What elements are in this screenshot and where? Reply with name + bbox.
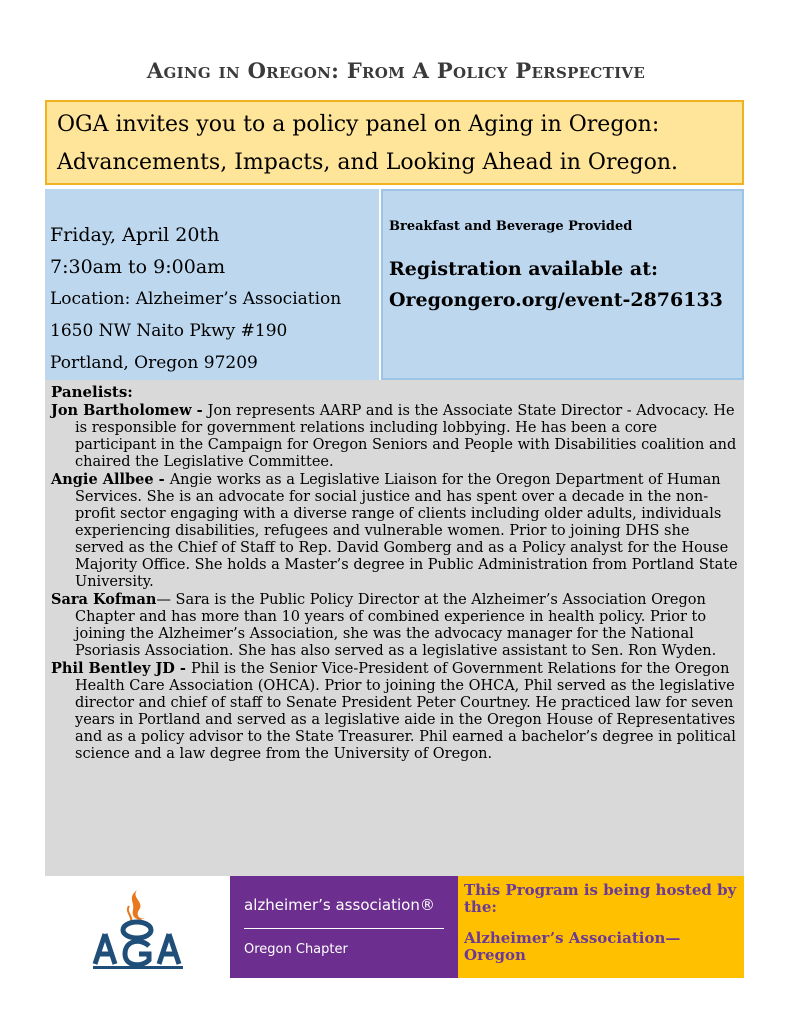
- event-date: Friday, April 20th: [50, 224, 220, 246]
- event-address-2: Portland, Oregon 97209: [50, 353, 258, 373]
- oga-logo: [45, 876, 229, 978]
- alz-name: [244, 896, 435, 914]
- alzheimers-association-logo: [230, 876, 458, 978]
- panelist-entry: [51, 402, 740, 471]
- registration-label: Registration available at:: [389, 258, 658, 280]
- invite-line-1: OGA invites you to a policy panel on Aging in Oregon:: [57, 112, 660, 137]
- host-box: [458, 876, 744, 978]
- breakfast-note: Breakfast and Beverage Provided: [389, 219, 633, 234]
- panelist-entry: [51, 471, 740, 591]
- host-line: This Program is being hosted by the:: [464, 881, 737, 916]
- panelist-name: Angie Allbee -: [51, 471, 170, 488]
- event-location: Location: Alzheimer’s Association: [50, 289, 342, 309]
- alz-name-text: alzheimer’s association®: [244, 896, 435, 914]
- host-org: Alzheimer’s Association—Oregon: [464, 929, 681, 964]
- registration-box: [381, 189, 744, 380]
- panelist-entry: [51, 591, 740, 660]
- registration-url[interactable]: Oregongero.org/event-2876133: [389, 289, 723, 311]
- panelist-entry: [51, 660, 740, 763]
- panelists-header: Panelists:: [51, 383, 133, 401]
- event-address-1: 1650 NW Naito Pkwy #190: [50, 321, 288, 341]
- panelist-bio: — Sara is the Public Policy Director at the Alzheimer’s Association Oregon Chapter and has more than 10 years of combined experience in health policy. Prior to joining the Alzheimer’s Association, she was the advocacy manager for the National Psoriasis Association. She has also served as a legislative assistant to Sen. Ron Wyden.: [75, 592, 717, 659]
- panelist-name: Sara Kofman: [51, 591, 157, 608]
- invite-banner: [45, 100, 744, 185]
- alz-chapter: Oregon Chapter: [244, 942, 348, 957]
- panelist-bio: Angie works as a Legislative Liaison for the Oregon Department of Human Services. She is an advocate for social justice and has spent over a decade in the non-profit sector engaging with a diverse range of clients including older adults, individuals experiencing disabilities, refugees and vulnerable women. Prior to joining DHS she served as the Chief of Staff to Rep. David Gomberg and as a Policy analyst for the House Majority Office. She holds a Master’s degree in Public Administration from Portland State University.: [75, 472, 738, 590]
- alz-divider: [244, 928, 444, 929]
- panelist-name: Jon Bartholomew -: [51, 402, 208, 419]
- page-title: Aging in Oregon: From A Policy Perspective: [146, 58, 646, 83]
- event-details: [45, 189, 379, 380]
- invite-line-2: Advancements, Impacts, and Looking Ahead in Oregon.: [57, 150, 678, 175]
- panelist-name: Phil Bentley JD -: [51, 660, 191, 677]
- panelist-bio: Phil is the Senior Vice-President of Government Relations for the Oregon Health Care Association (OHCA). Prior to joining the OHCA, Phil served as the legislative director and chief of staff to Senate President Peter Courtney. He practiced law for seven years in Portland and served as a legislative aide in the Oregon House of Representatives and as a policy advisor to the State Treasurer. Phil earned a bachelor’s degree in political science and a law degree from the University of Oregon.: [75, 661, 736, 762]
- event-time: 7:30am to 9:00am: [50, 256, 226, 278]
- panelists-section: [45, 380, 744, 876]
- oga-logo-icon: [45, 876, 229, 978]
- panelist-bio: Jon represents AARP and is the Associate State Director - Advocacy. He is responsible for government relations including lobbying. He has been a core participant in the Campaign for Oregon Seniors and People with Disabilities coalition and chaired the Legislative Committee.: [75, 403, 737, 470]
